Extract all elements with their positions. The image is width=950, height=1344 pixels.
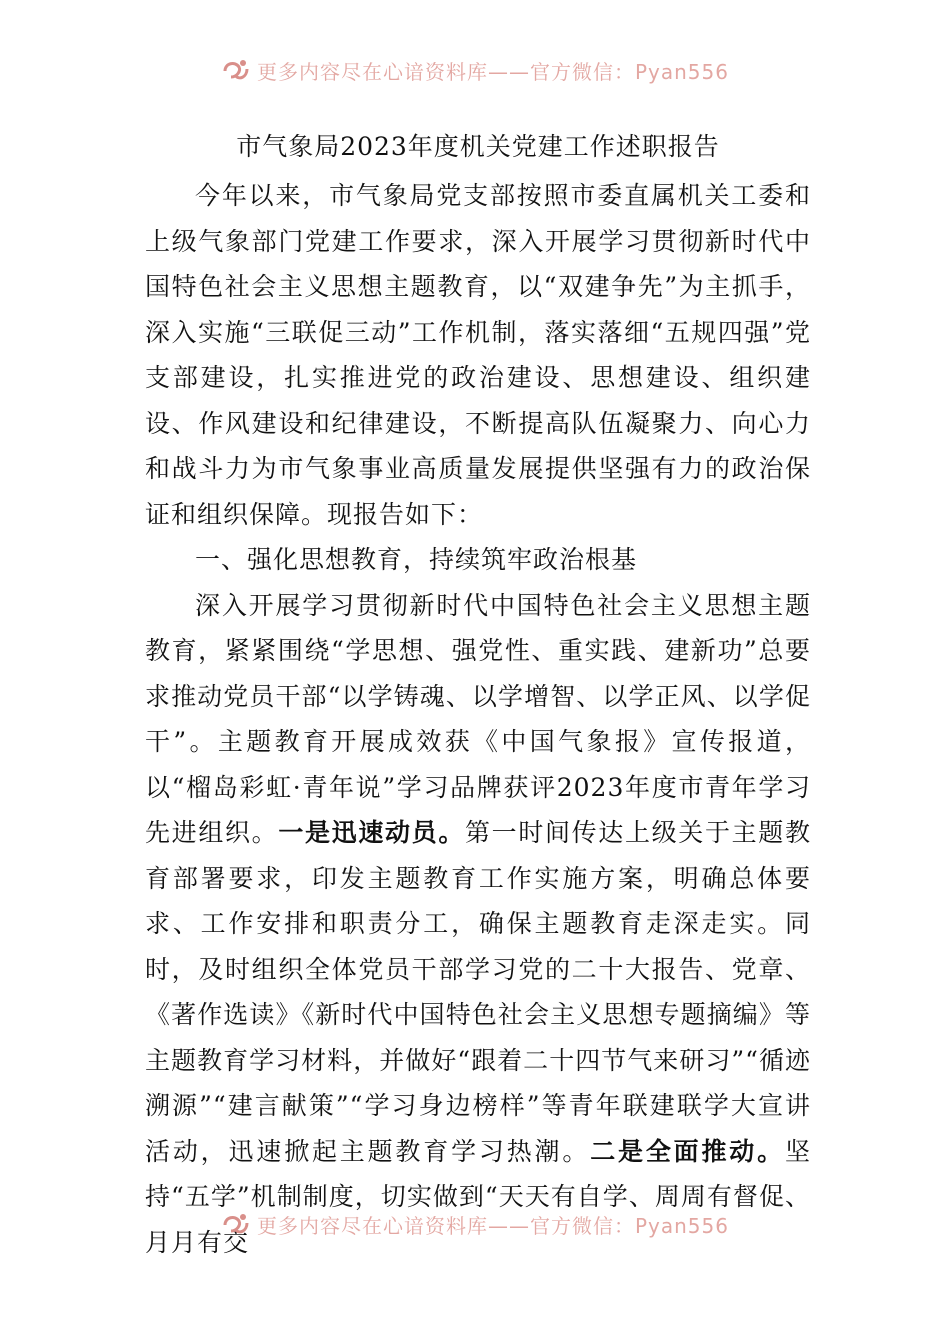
- logo-icon: [221, 1211, 251, 1237]
- document-body: [145, 125, 811, 1265]
- bold-point-2: 二是全面推动。: [590, 1136, 785, 1166]
- watermark-top: [0, 52, 950, 88]
- logo-icon: [221, 57, 251, 83]
- watermark-text: 更多内容尽在心谙资料库——官方微信：Pyan556: [256, 1213, 729, 1238]
- watermark-bottom: [0, 1206, 950, 1242]
- section-text: 第一时间传达上级关于主题教育部署要求，印发主题教育工作实施方案，明确总体要求、工作安排和职责分工，确保主题教育走深走实。同时，及时组织全体党员干部学习党的二十大报告、党章、《著作选读》《新时代中国特色社会主义思想专题摘编》等主题教育学习材料，并做好“跟着二十四节气来研习”“循迹溯源”“建言献策”“学习身边榜样”等青年联建联学大宣讲活动，迅速掀起主题教育学习热潮。: [145, 818, 811, 1166]
- section-text: 坚持“五学”机制制度，切实做到“天天有自学、周周有督促、月月有交: [145, 1136, 811, 1257]
- section-paragraph: [145, 583, 811, 1266]
- bold-point-1: 一是迅速动员。: [278, 818, 465, 847]
- section-heading: 一、强化思想教育，持续筑牢政治根基: [195, 545, 638, 574]
- section-text: 深入开展学习贯彻新时代中国特色社会主义思想主题教育，紧紧围绕“学思想、强党性、重实践、建新功”总要求推动党员干部“以学铸魂、以学增智、以学正风、以学促干”。主题教育开展成效获《中国气象报》宣传报道，以“榴岛彩虹·青年说”学习品牌获评2023年度市青年学习先进组织。: [145, 590, 811, 847]
- watermark-text: 更多内容尽在心谙资料库——官方微信：Pyan556: [256, 59, 729, 84]
- intro-paragraph: 今年以来，市气象局党支部按照市委直属机关工委和上级气象部门党建工作要求，深入开展学习贯彻新时代中国特色社会主义思想主题教育，以“双建争先”为主抓手，深入实施“三联促三动”工作机制，落实落细“五规四强”党支部建设，扎实推进党的政治建设、思想建设、组织建设、作风建设和纪律建设，不断提高队伍凝聚力、向心力和战斗力为市气象事业高质量发展提供坚强有力的政治保证和组织保障。现报告如下：: [145, 181, 811, 529]
- document-title: 市气象局2023年度机关党建工作述职报告: [236, 132, 720, 161]
